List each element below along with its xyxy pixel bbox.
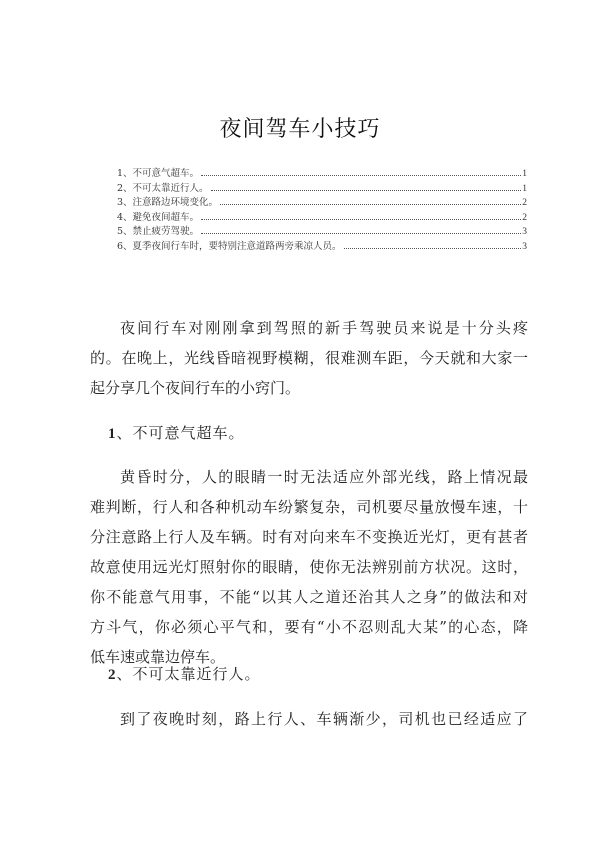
section-heading-text: 、不可太靠近行人。 bbox=[116, 665, 261, 683]
toc-entry[interactable] bbox=[117, 196, 527, 211]
text-line: 方斗气，你必须心平气和，要有“小不忍则乱大某”的心态，降 bbox=[90, 618, 528, 636]
toc-entry[interactable] bbox=[117, 182, 527, 197]
toc-entry[interactable] bbox=[117, 211, 527, 226]
section-number: 2 bbox=[108, 667, 117, 683]
text-line: 夜间行车对刚刚拿到驾照的新手驾驶员来说是十分头疼 bbox=[120, 319, 528, 337]
toc-entry-text: 2、不可太靠近行人。 bbox=[117, 182, 209, 194]
toc-leader bbox=[201, 219, 521, 220]
toc-entry[interactable] bbox=[117, 240, 527, 255]
toc-page-number: 2 bbox=[522, 212, 527, 223]
toc-entry-text: 3、注意路边环境变化。 bbox=[117, 197, 219, 209]
text-line: 到了夜晚时刻，路上行人、车辆渐少，司机也已经适应了 bbox=[120, 710, 528, 728]
text-line: 低车速或靠边停车。 bbox=[90, 648, 226, 666]
toc-entry-text: 5、禁止疲劳驾驶。 bbox=[117, 226, 200, 238]
toc-entry-text: 6、夏季夜间行车时，要特别注意道路两旁乘凉人员。 bbox=[117, 240, 342, 252]
text-line: 的。在晚上，光线昏暗视野模糊，很难测车距，今天就和大家一 bbox=[90, 349, 528, 367]
toc-entry[interactable] bbox=[117, 167, 527, 182]
section-heading bbox=[108, 659, 261, 690]
section-paragraph bbox=[90, 704, 528, 734]
section-heading-text: 、不可意气超车。 bbox=[116, 424, 245, 442]
text-line: 黄昏时分，人的眼睛一时无法适应外部光线，路上情况最 bbox=[120, 468, 528, 486]
table-of-contents bbox=[117, 167, 527, 255]
toc-leader bbox=[201, 175, 521, 176]
text-line: 难判断，行人和各种机动车纷繁复杂，司机要尽量放慢车速，十 bbox=[90, 498, 528, 516]
toc-entry-text: 4、避免夜间超车。 bbox=[117, 211, 200, 223]
toc-leader bbox=[344, 248, 522, 249]
text-line: 起分享几个夜间行车的小窍门。 bbox=[90, 379, 301, 397]
toc-page-number: 3 bbox=[522, 227, 527, 238]
section-number: 1 bbox=[108, 426, 117, 442]
section-heading bbox=[108, 418, 245, 449]
toc-page-number: 2 bbox=[522, 198, 527, 209]
toc-entry-text: 1、不可意气超车。 bbox=[117, 168, 200, 179]
toc-page-number: 1 bbox=[522, 183, 527, 194]
section-paragraph bbox=[90, 462, 528, 672]
toc-page-number: 1 bbox=[522, 169, 527, 179]
document-title: 夜间驾车小技巧 bbox=[219, 117, 381, 142]
intro-paragraph bbox=[90, 313, 528, 403]
toc-page-number: 3 bbox=[522, 241, 527, 252]
toc-leader bbox=[220, 204, 521, 205]
toc-leader bbox=[201, 233, 521, 234]
toc-leader bbox=[211, 190, 522, 191]
text-line: 故意使用远光灯照射你的眼睛，使你无法辨别前方状况。这时， bbox=[90, 558, 528, 576]
text-line: 分注意路上行人及车辆。时有对向来车不变换近光灯，更有甚者 bbox=[90, 528, 528, 546]
toc-entry[interactable] bbox=[117, 225, 527, 240]
text-line: 你不能意气用事，不能“以其人之道还治其人之身”的做法和对 bbox=[90, 588, 528, 606]
